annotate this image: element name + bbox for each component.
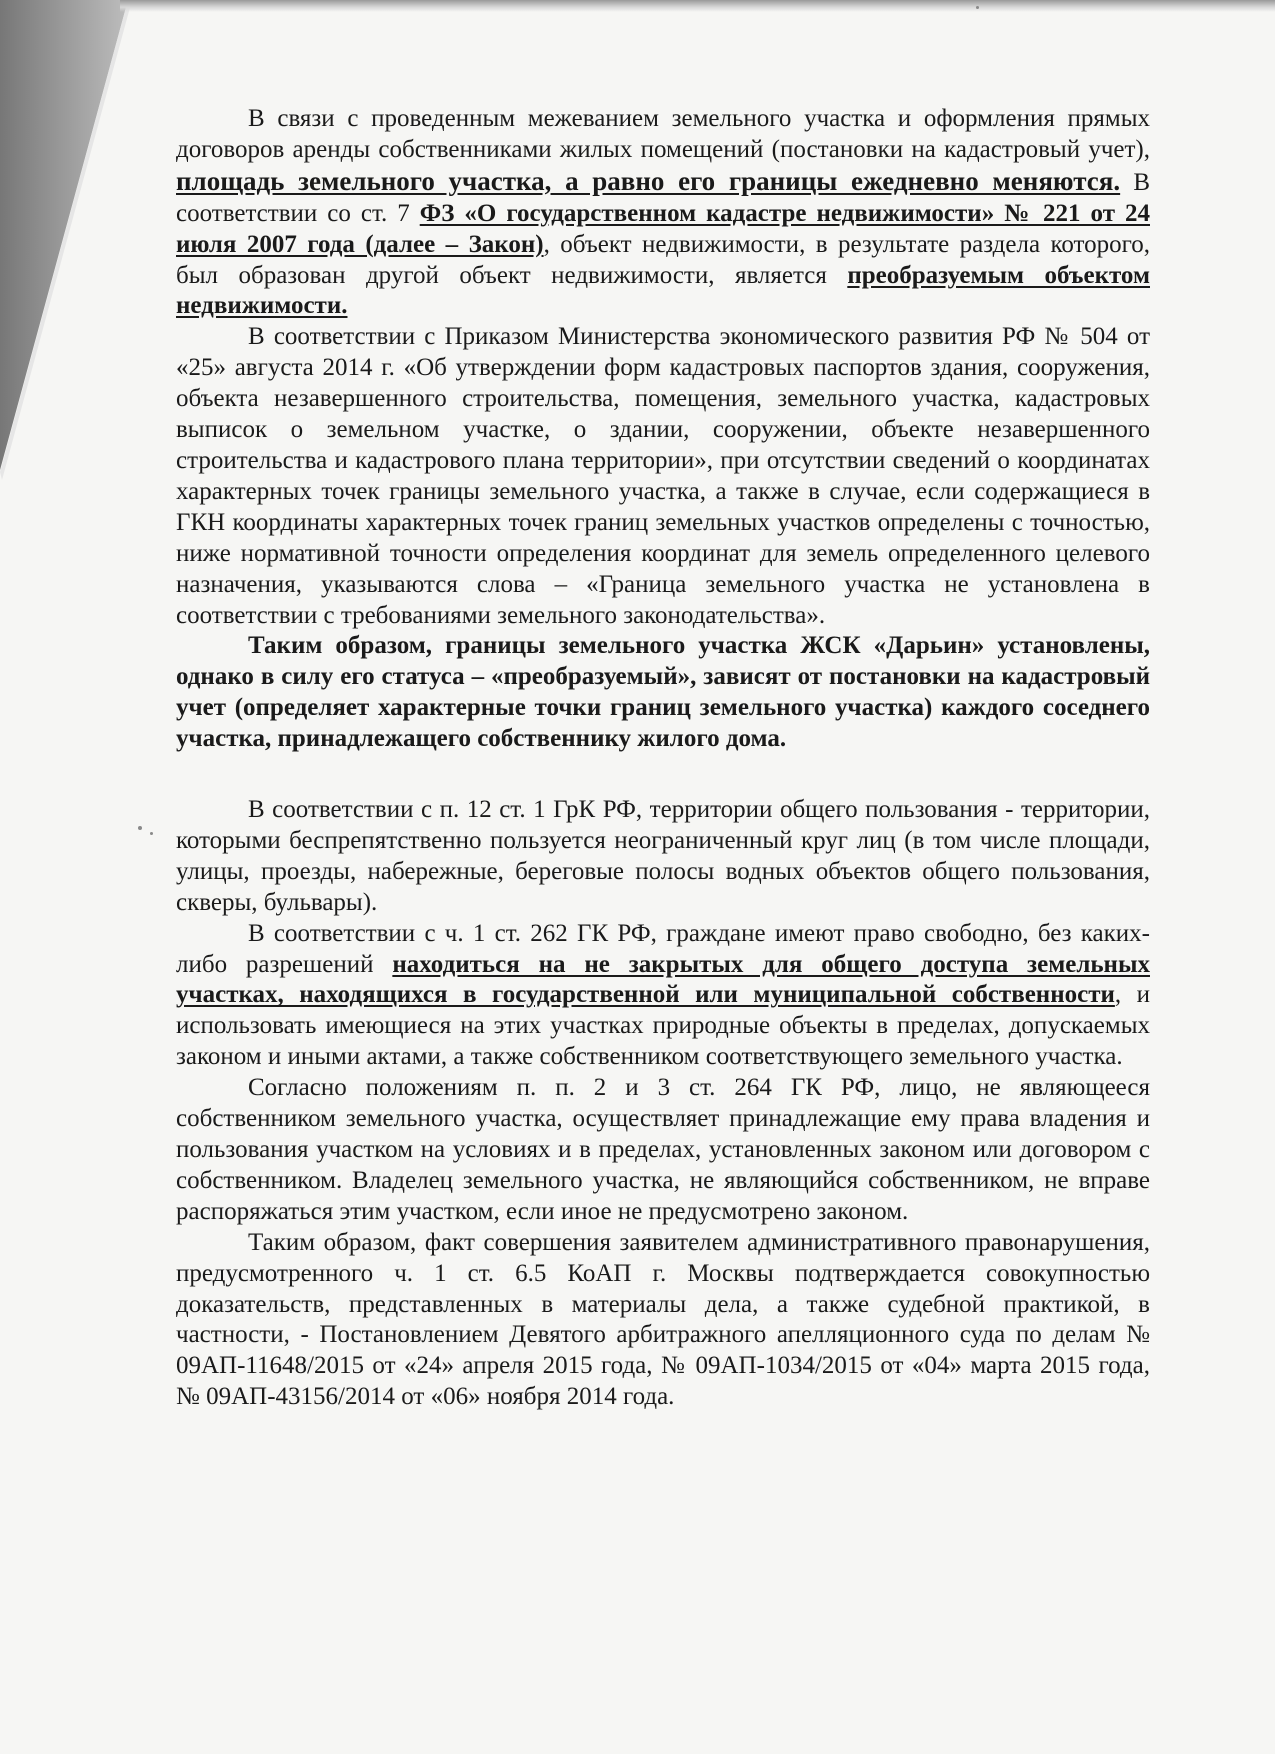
emphasis-public-access: находиться на не закрытых для общего доступа земельных участках, находящихся в государственной или муниципальной собственности	[176, 950, 1150, 1009]
scan-speck	[150, 832, 153, 835]
paragraph-civil-code-264: Согласно положениям п. п. 2 и 3 ст. 264 ГК РФ, лицо, не являющееся собственником земельного участка, осуществляет принадлежащие ему права владения и пользования участком на условиях и в пределах, установленных законом или договором с собственником. Владелец земельного участка, не являющийся собственником, не вправе распоряжаться этим участком, если иное не предусмотрено законом.	[176, 1074, 1150, 1225]
paragraph-conclusion-boundaries: Таким образом, границы земельного участка ЖСК «Дарьин» установлены, однако в силу его статуса – «преобразуемый», зависят от постановки на кадастровый учет (определяет характерные точки границ земельного участка) каждого соседнего участка, принадлежащего собственнику жилого дома.	[176, 632, 1150, 753]
paragraph-land-survey: В связи с проведенным межеванием земельного участка и оформления прямых договоров аренды собственниками жилых помещений (постановки на кадастровый учет), площадь земельного участка, а равно его границы ежедневно меняются. В соответствии со ст. 7 ФЗ «О государственном кадастре недвижимости» № 221 от 24 июля 2007 года (далее – Закон), объект недвижимости, в результате раздела которого, был образован другой объект недвижимости, является преобразуемым объектом недвижимости.	[176, 105, 1150, 320]
emphasis-area-changes: площадь земельного участка, а равно его границы ежедневно меняются.	[176, 165, 1121, 196]
scan-speck	[138, 826, 142, 830]
paragraph-public-territories: В соответствии с п. 12 ст. 1 ГрК РФ, территории общего пользования - территории, которыми беспрепятственно пользуется неограниченный круг лиц (в том числе площади, улицы, проезды, набережные, береговые полосы водных объектов общего пользования, скверы, бульвары).	[176, 796, 1150, 916]
paragraph-ministry-order: В соответствии с Приказом Министерства экономического развития РФ № 504 от «25» августа 2014 г. «Об утверждении форм кадастровых паспортов здания, сооружения, объекта незавершенного строительства, помещения, земельного участка, кадастровых выписок о земельном участке, о здании, сооружении, объекте незавершенного строительства и кадастрового плана территории», при отсутствии сведений о координатах характерных точек границы земельного участка, а также в случае, если содержащиеся в ГКН координаты характерных точек границ земельных участков определены с точностью, ниже нормативной точности определения координат для земель определенного целевого назначения, указываются слова – «Граница земельного участка не установлена в соответствии с требованиями земельного законодательства».	[176, 323, 1150, 629]
emphasis-transformable-object: преобразуемым объектом недвижимости.	[176, 261, 1150, 320]
document-body	[176, 104, 1150, 1413]
emphasis-law-reference: ФЗ «О государственном кадастре недвижимости» № 221 от 24 июля 2007 года (далее – Закон)	[176, 199, 1150, 258]
paragraph-civil-code-262: В соответствии с ч. 1 ст. 262 ГК РФ, граждане имеют право свободно, без каких-либо разрешений находиться на не закрытых для общего доступа земельных участках, находящихся в государственной или муниципальной собственности, и использовать имеющиеся на этих участках природные объекты в пределах, допускаемых законом и иными актами, а также собственником соответствующего земельного участка.	[176, 919, 1150, 1071]
scan-shadow-corner	[0, 0, 135, 500]
paragraph-gap	[176, 755, 1150, 795]
scan-speck	[976, 6, 979, 9]
scan-top-edge	[120, 0, 1275, 12]
paragraph-court-practice: Таким образом, факт совершения заявителем административного правонарушения, предусмотренного ч. 1 ст. 6.5 КоАП г. Москвы подтверждается совокупностью доказательств, представленных в материалы дела, а также судебной практикой, в частности, - Постановлением Девятого арбитражного апелляционного суда по делам № 09АП-11648/2015 от «24» апреля 2015 года, № 09АП-1034/2015 от «04» марта 2015 года, № 09АП-43156/2014 от «06» ноября 2014 года.	[176, 1228, 1150, 1411]
